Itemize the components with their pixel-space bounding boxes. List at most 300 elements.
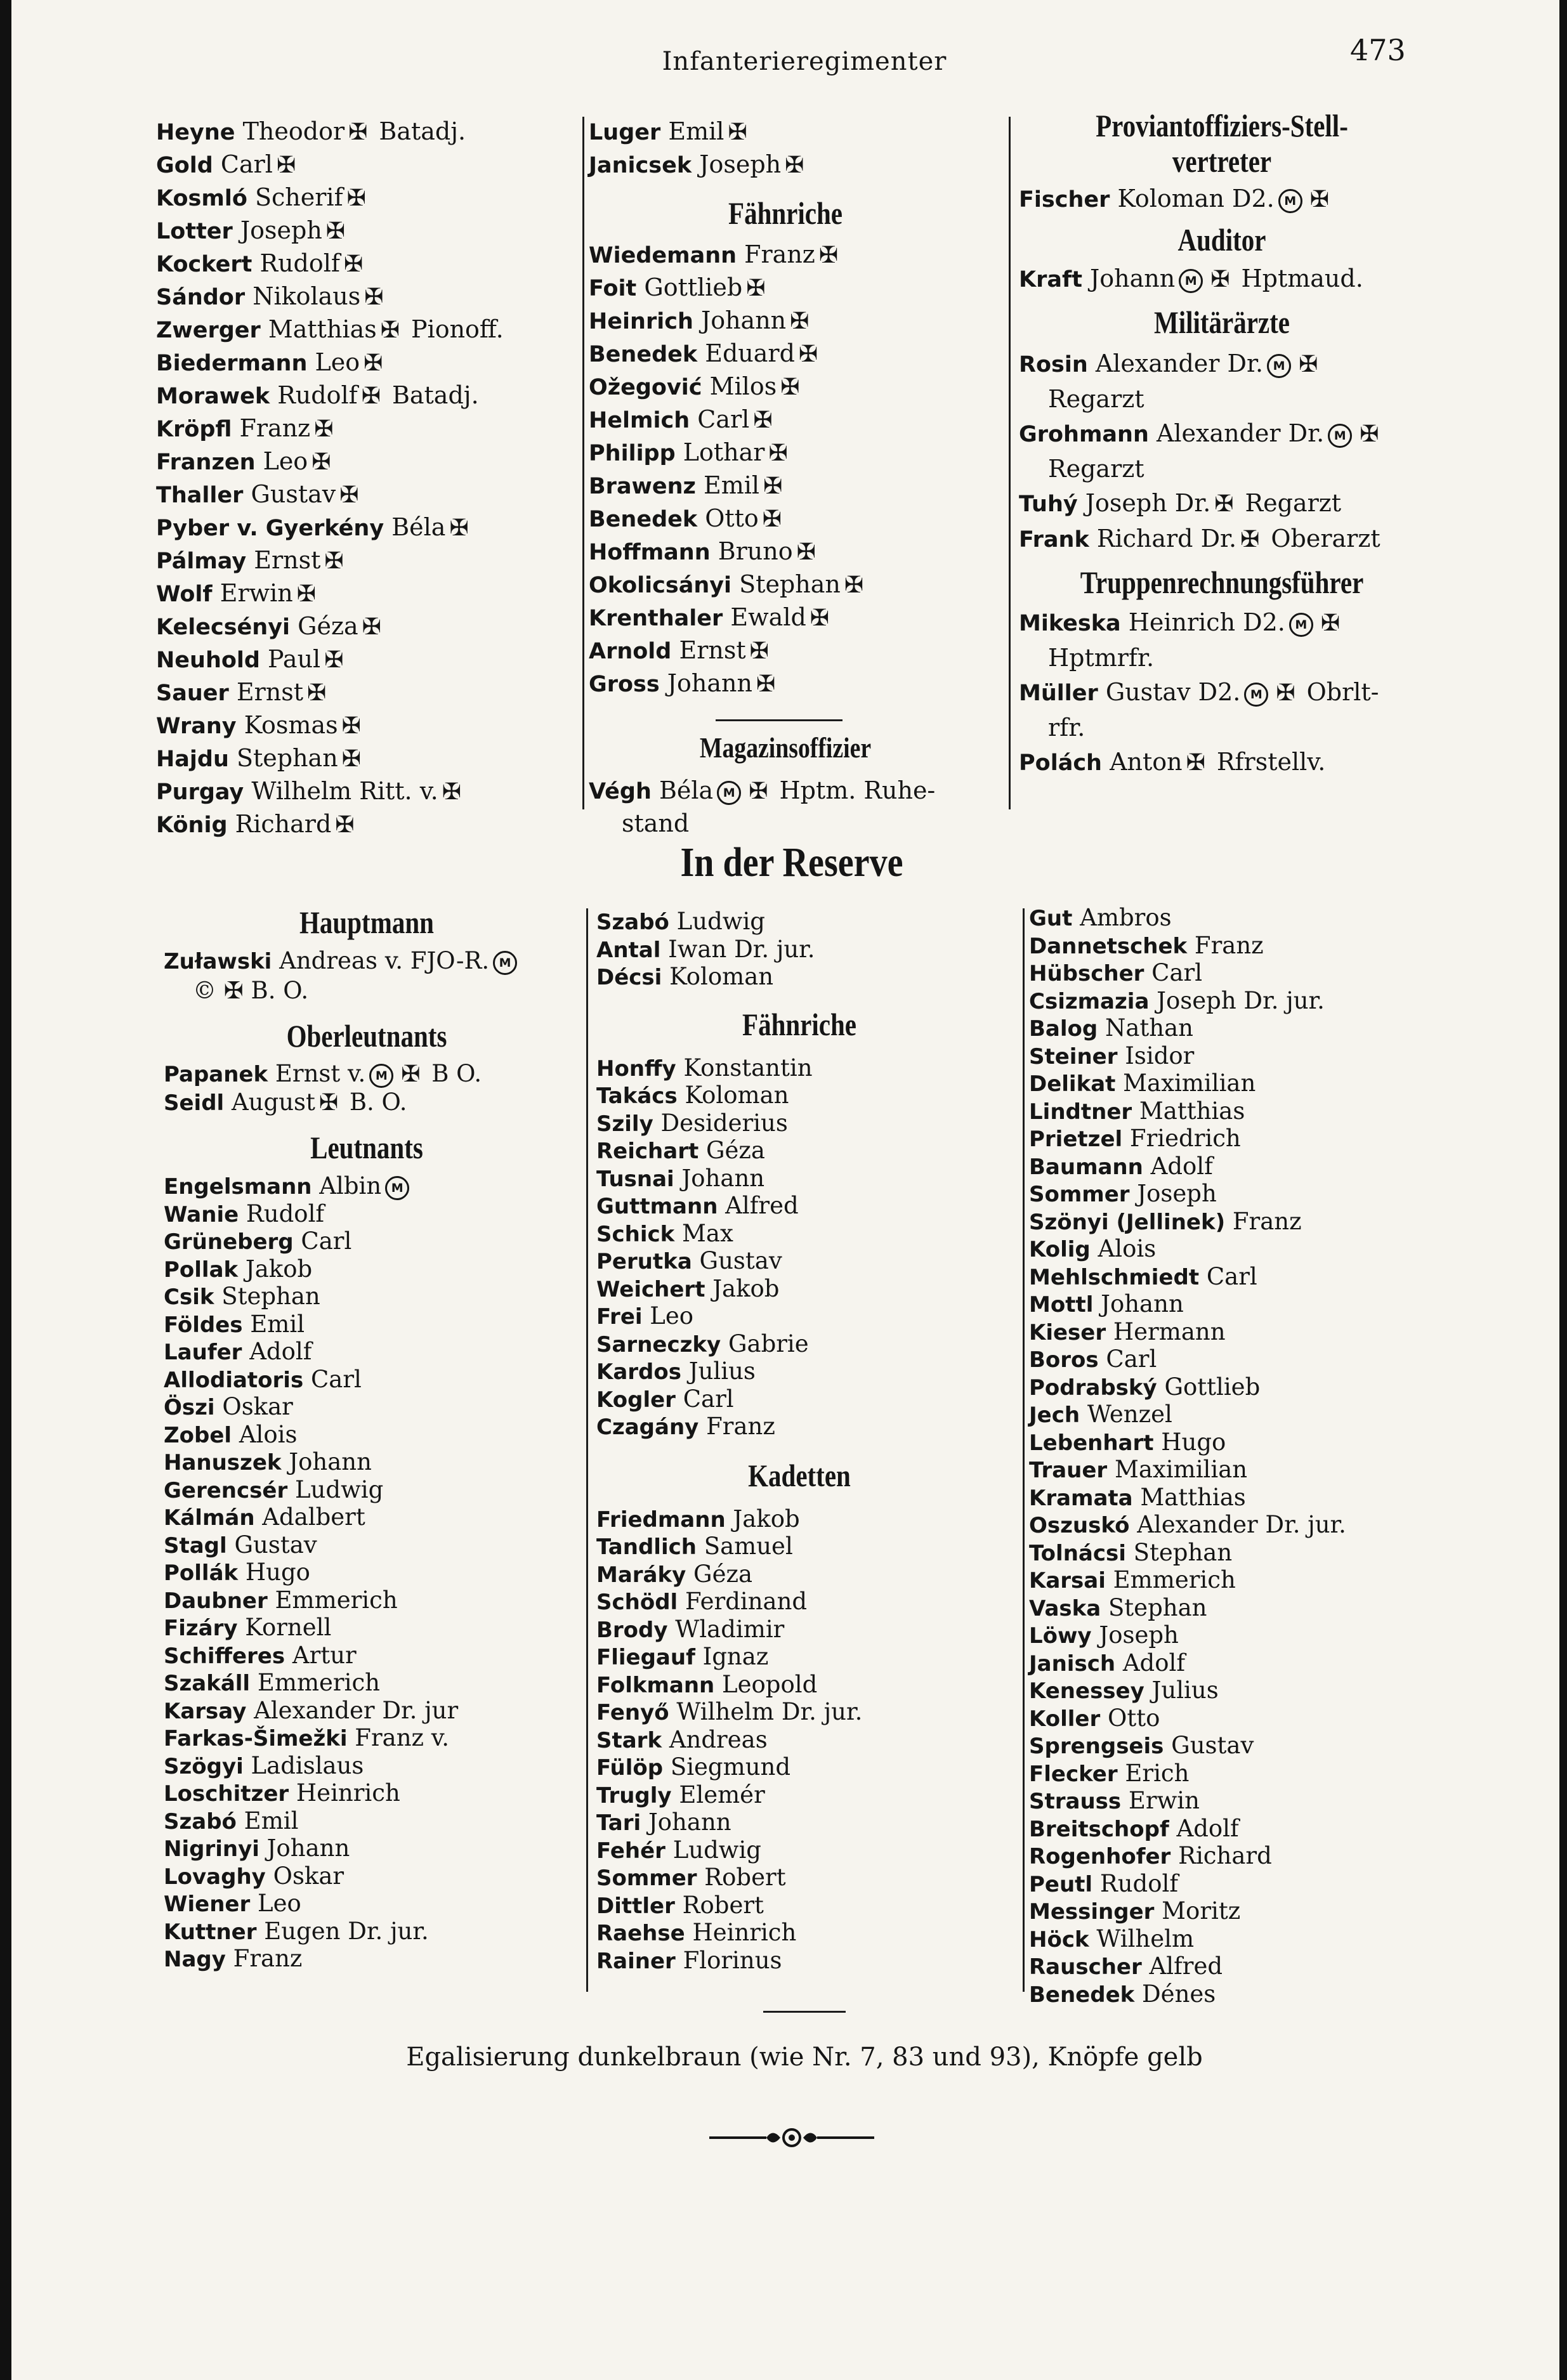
list-entry bbox=[596, 1248, 1002, 1276]
given-name: Eduard bbox=[697, 339, 795, 367]
surname: Rauscher bbox=[1029, 1954, 1142, 1980]
list-entry bbox=[1029, 1346, 1346, 1374]
cross-icon: ✠ bbox=[335, 812, 355, 838]
given-name: Richard Dr. bbox=[1089, 525, 1237, 552]
list-entry bbox=[1029, 1043, 1346, 1071]
surname: Helmich bbox=[589, 408, 690, 433]
surname: Franzen bbox=[156, 450, 256, 475]
surname: Kramata bbox=[1029, 1485, 1133, 1511]
list-entry bbox=[164, 1504, 570, 1532]
list-entry bbox=[156, 280, 504, 313]
surname: Janisch bbox=[1029, 1651, 1116, 1677]
surname: Wiener bbox=[164, 1892, 251, 1917]
cross-icon: ✠ bbox=[364, 284, 384, 310]
list-entry bbox=[596, 1782, 1002, 1810]
given-name: Max bbox=[674, 1219, 733, 1247]
list-entry bbox=[1029, 1705, 1346, 1733]
surname: Thaller bbox=[156, 483, 244, 508]
surname: Delikat bbox=[1029, 1071, 1116, 1097]
given-name: Desiderius bbox=[653, 1109, 788, 1137]
list-entry bbox=[156, 511, 504, 544]
active-officers-column bbox=[156, 115, 504, 841]
entry-continuation: Regarzt bbox=[1048, 455, 1144, 483]
list-entry bbox=[164, 1587, 570, 1615]
list-entry bbox=[1029, 1015, 1346, 1043]
surname: Rogenhofer bbox=[1029, 1844, 1171, 1869]
list-entry bbox=[596, 1533, 1002, 1561]
given-name: Erwin bbox=[1121, 1787, 1200, 1814]
surname: Philipp bbox=[589, 441, 676, 466]
list-entry bbox=[596, 1358, 1002, 1386]
surname: Kelecsényi bbox=[156, 615, 291, 640]
given-name: Richard bbox=[227, 810, 332, 838]
list-entry bbox=[164, 1835, 570, 1863]
list-entry bbox=[596, 1864, 1002, 1892]
cross-icon: ✠ bbox=[348, 119, 368, 145]
cross-icon: ✠ bbox=[1276, 680, 1295, 706]
surname: Brawenz bbox=[589, 474, 696, 499]
surname: Purgay bbox=[156, 780, 244, 805]
list-entry bbox=[596, 1809, 1002, 1837]
given-name: Johann bbox=[641, 1808, 731, 1836]
entry-note: Obrlt- bbox=[1299, 678, 1379, 706]
surname: Friedmann bbox=[596, 1507, 726, 1533]
list-entry bbox=[1029, 1622, 1346, 1650]
given-name: Johann bbox=[281, 1448, 372, 1475]
list-entry bbox=[1029, 1981, 1346, 2009]
list-entry bbox=[1019, 521, 1425, 557]
surname: Krenthaler bbox=[589, 606, 723, 631]
given-name: Heinrich bbox=[685, 1919, 797, 1946]
given-name: Wladimir bbox=[667, 1615, 785, 1643]
given-name: Gabrie bbox=[721, 1330, 809, 1357]
surname: Arnold bbox=[589, 639, 672, 664]
list-entry bbox=[1029, 1953, 1346, 1981]
surname: Zwerger bbox=[156, 318, 261, 343]
surname: Dittler bbox=[596, 1893, 675, 1919]
given-name: Ernst bbox=[246, 546, 321, 574]
given-name: Alexander Dr. jur bbox=[246, 1696, 459, 1724]
given-name: Joseph bbox=[1091, 1621, 1179, 1649]
surname: Luger bbox=[589, 120, 661, 145]
entry-note: Hptmaud. bbox=[1233, 265, 1363, 292]
cross-icon: ✠ bbox=[753, 407, 773, 433]
given-name: Albin bbox=[311, 1172, 382, 1200]
magazin-continuation: stand bbox=[622, 809, 690, 837]
given-name: Leopold bbox=[714, 1670, 818, 1698]
given-name: Kornell bbox=[237, 1614, 332, 1641]
list-entry bbox=[156, 577, 504, 610]
given-name: Konstantin bbox=[676, 1054, 813, 1082]
surname: Décsi bbox=[596, 965, 662, 990]
medal-icon: M bbox=[493, 951, 517, 975]
list-entry bbox=[156, 412, 504, 445]
column-rule bbox=[582, 117, 584, 809]
list-entry bbox=[1029, 1788, 1346, 1815]
given-name: Gustav bbox=[243, 480, 336, 508]
cross-icon: ✠ bbox=[343, 251, 364, 277]
given-name: Lothar bbox=[675, 438, 765, 466]
given-name: Koloman bbox=[677, 1082, 789, 1109]
surname: Tuhý bbox=[1019, 492, 1078, 517]
surname: Nigrinyi bbox=[164, 1836, 259, 1862]
surname: Trauer bbox=[1029, 1458, 1108, 1483]
surname: Boros bbox=[1029, 1347, 1099, 1373]
cross-icon: ✠ bbox=[339, 482, 359, 508]
list-entry bbox=[156, 544, 504, 577]
given-name: Ambros bbox=[1072, 904, 1172, 931]
list-entry bbox=[1019, 675, 1425, 710]
given-name: Leo bbox=[642, 1302, 694, 1330]
surname: Sarneczky bbox=[596, 1331, 721, 1357]
section-heading-kadetten: Kadetten bbox=[748, 1457, 851, 1493]
surname: Benedek bbox=[589, 342, 698, 367]
active-column-2 bbox=[589, 115, 982, 839]
surname: Fliegauf bbox=[596, 1645, 695, 1670]
entry-note: Regarzt bbox=[1237, 489, 1342, 517]
surname: Tusnai bbox=[596, 1166, 674, 1192]
surname: Podrabský bbox=[1029, 1375, 1157, 1401]
cross-icon: ✠ bbox=[1214, 491, 1234, 517]
list-entry bbox=[1029, 1898, 1346, 1926]
surname: Frei bbox=[596, 1304, 643, 1330]
list-entry bbox=[589, 436, 982, 469]
reserve-column-3 bbox=[1029, 905, 1346, 2008]
list-entry bbox=[596, 1137, 1002, 1165]
list-entry bbox=[596, 1110, 1002, 1138]
surname: Takács bbox=[596, 1083, 678, 1109]
list-entry bbox=[156, 313, 504, 346]
given-name: Rudolf bbox=[270, 381, 358, 409]
surname: Grohmann bbox=[1019, 422, 1149, 447]
surname: Vaska bbox=[1029, 1595, 1101, 1621]
surname: Kosmló bbox=[156, 186, 247, 211]
list-entry bbox=[156, 181, 504, 214]
given-name: Johann bbox=[659, 669, 752, 697]
cross-icon: ✠ bbox=[756, 671, 776, 697]
given-name: Emmerich bbox=[267, 1586, 398, 1614]
section-heading-magazinsoffizier: Magazinsoffizier bbox=[699, 731, 872, 764]
surname: Pálmay bbox=[156, 549, 247, 574]
list-entry bbox=[589, 601, 982, 634]
given-name: Julius bbox=[1144, 1677, 1219, 1704]
surname: Pollak bbox=[164, 1257, 239, 1283]
cross-icon: ✠ bbox=[380, 317, 400, 343]
list-entry bbox=[164, 1228, 570, 1256]
given-name: Kosmas bbox=[236, 711, 338, 739]
given-name: Ludwig bbox=[287, 1475, 384, 1503]
given-name: Rudolf bbox=[252, 249, 340, 277]
given-name: Franz bbox=[232, 414, 311, 442]
entry-note: B O. bbox=[424, 1060, 482, 1087]
surname: Kraft bbox=[1019, 267, 1082, 292]
given-name: Béla bbox=[651, 776, 714, 804]
surname: Löwy bbox=[1029, 1623, 1092, 1649]
cross-icon: ✠ bbox=[449, 515, 469, 541]
given-name: Gottlieb bbox=[636, 273, 743, 301]
list-entry bbox=[164, 1449, 570, 1477]
cross-icon: ✠ bbox=[442, 779, 461, 805]
surname: Sommer bbox=[1029, 1182, 1130, 1207]
list-entry bbox=[1029, 1926, 1346, 1954]
list-entry bbox=[1029, 1236, 1346, 1264]
given-name: Alois bbox=[232, 1420, 298, 1448]
section-heading-proviant bbox=[1056, 108, 1389, 179]
given-name: Milos bbox=[702, 372, 777, 400]
surname: Fehér bbox=[596, 1838, 665, 1864]
given-name: Koloman D2. bbox=[1110, 185, 1275, 213]
list-entry bbox=[1029, 960, 1346, 988]
medal-icon: M bbox=[1244, 683, 1268, 707]
given-name: Oskar bbox=[214, 1393, 293, 1420]
cross-icon: ✠ bbox=[276, 152, 296, 178]
surname: Höck bbox=[1029, 1926, 1089, 1952]
medal-icon: M bbox=[385, 1176, 409, 1200]
surname: Mehlschmiedt bbox=[1029, 1264, 1200, 1290]
given-name: Géza bbox=[686, 1560, 753, 1588]
surname: Prietzel bbox=[1029, 1127, 1123, 1152]
surname: Kardos bbox=[596, 1359, 681, 1385]
section-heading-hauptmann: Hauptmann bbox=[299, 905, 434, 940]
surname: Strauss bbox=[1029, 1789, 1122, 1814]
list-entry bbox=[596, 1303, 1002, 1331]
given-name: Géza bbox=[290, 612, 358, 640]
reserve-title: In der Reserve bbox=[680, 839, 903, 886]
cross-icon: ✠ bbox=[768, 440, 788, 466]
surname: Gut bbox=[1029, 906, 1073, 931]
given-name: Oskar bbox=[265, 1862, 344, 1890]
surname: Messinger bbox=[1029, 1899, 1155, 1925]
surname: Kogler bbox=[596, 1387, 676, 1413]
given-name: Ferdinand bbox=[678, 1588, 808, 1615]
list-entry bbox=[164, 1366, 570, 1394]
given-name: Emil bbox=[695, 471, 760, 499]
list-entry bbox=[1019, 605, 1425, 641]
given-name: Erwin bbox=[212, 579, 293, 607]
given-name: Samuel bbox=[696, 1533, 793, 1560]
given-name: Ignaz bbox=[695, 1643, 769, 1670]
list-entry bbox=[1029, 1815, 1346, 1843]
entry-continuation: Hptmrfr. bbox=[1048, 644, 1155, 672]
footer-note: Egalisierung dunkelbraun (wie Nr. 7, 83 und 93), Knöpfe gelb bbox=[406, 2043, 1203, 2072]
surname: Loschitzer bbox=[164, 1781, 289, 1807]
list-entry bbox=[589, 775, 982, 808]
surname: Schödl bbox=[596, 1590, 678, 1615]
list-entry bbox=[1029, 1429, 1346, 1457]
surname: Grüneberg bbox=[164, 1229, 294, 1255]
given-name: Joseph bbox=[232, 216, 322, 244]
surname: Öszi bbox=[164, 1395, 215, 1420]
active-column-3 bbox=[1019, 108, 1425, 780]
given-name: Alfred bbox=[1141, 1952, 1223, 1980]
surname: Guttmann bbox=[596, 1194, 718, 1219]
given-name: Adalbert bbox=[254, 1503, 365, 1531]
list-entry bbox=[596, 936, 1002, 964]
list-entry bbox=[1029, 1180, 1346, 1208]
surname: Kröpfl bbox=[156, 417, 232, 442]
given-name: Jakob bbox=[238, 1255, 313, 1283]
given-name: Emil bbox=[660, 117, 724, 145]
cross-icon: ✠ bbox=[780, 374, 800, 400]
surname: Kuttner bbox=[164, 1919, 257, 1945]
entry-note: Batadj. bbox=[371, 117, 466, 145]
list-entry bbox=[1029, 1153, 1346, 1181]
surname: Raehse bbox=[596, 1921, 685, 1946]
given-name: Erich bbox=[1117, 1759, 1190, 1787]
list-entry bbox=[596, 1671, 1002, 1699]
given-name: Carl bbox=[1098, 1345, 1157, 1373]
list-entry bbox=[596, 1644, 1002, 1671]
cross-icon: ✠ bbox=[306, 680, 327, 706]
surname: Gross bbox=[589, 672, 660, 697]
list-entry bbox=[589, 370, 982, 403]
list-entry bbox=[589, 568, 982, 601]
list-entry bbox=[1019, 346, 1425, 382]
given-name: Friedrich bbox=[1122, 1125, 1241, 1152]
medal-icon: M bbox=[369, 1064, 393, 1088]
given-name: Stephan bbox=[214, 1283, 320, 1310]
given-name: Emmerich bbox=[250, 1669, 381, 1696]
list-entry bbox=[1029, 905, 1346, 932]
given-name: Matthias bbox=[1132, 1483, 1246, 1511]
list-entry bbox=[1029, 1319, 1346, 1347]
surname: Sauer bbox=[156, 681, 229, 706]
given-name: Ernst bbox=[228, 678, 303, 706]
list-entry bbox=[1029, 1098, 1346, 1126]
list-entry bbox=[164, 1256, 570, 1284]
list-entry bbox=[156, 247, 504, 280]
surname: Janicsek bbox=[589, 153, 692, 178]
given-name: Alexander Dr. bbox=[1087, 350, 1264, 377]
given-name: Carl bbox=[303, 1365, 362, 1393]
list-entry bbox=[589, 148, 982, 181]
cross-icon: ✠ bbox=[810, 605, 829, 631]
document-page bbox=[11, 0, 1559, 2380]
surname: Wanie bbox=[164, 1201, 239, 1227]
list-entry bbox=[596, 1561, 1002, 1589]
given-name: Jakob bbox=[725, 1505, 800, 1533]
list-entry bbox=[596, 1506, 1002, 1534]
cross-icon: ✠ bbox=[762, 506, 782, 532]
given-name: Otto bbox=[1100, 1704, 1160, 1732]
surname: Zuławski bbox=[164, 949, 272, 974]
given-name: Ewald bbox=[723, 603, 806, 631]
list-entry bbox=[596, 1165, 1002, 1193]
list-entry bbox=[164, 1642, 570, 1670]
entry-continuation: Regarzt bbox=[1048, 385, 1144, 413]
given-name: Carl bbox=[293, 1227, 352, 1255]
list-entry bbox=[596, 964, 1002, 991]
list-entry bbox=[596, 1947, 1002, 1975]
surname: Sommer bbox=[596, 1866, 697, 1891]
list-entry bbox=[164, 1918, 570, 1946]
list-entry bbox=[1029, 1650, 1346, 1678]
given-name: Moritz bbox=[1154, 1897, 1241, 1925]
surname: Kálmán bbox=[164, 1505, 255, 1531]
surname: Brody bbox=[596, 1617, 668, 1643]
list-entry bbox=[164, 1559, 570, 1587]
given-name: Hugo bbox=[238, 1559, 310, 1586]
surname: Hajdu bbox=[156, 747, 229, 772]
surname: Müller bbox=[1019, 681, 1098, 706]
list-entry bbox=[164, 1614, 570, 1642]
medal-icon: M bbox=[717, 781, 741, 805]
list-entry bbox=[156, 115, 504, 148]
surname: Polách bbox=[1019, 750, 1102, 776]
given-name: Rudolf bbox=[239, 1200, 325, 1227]
given-name: Gustav bbox=[1164, 1732, 1254, 1759]
list-entry bbox=[1029, 1567, 1346, 1595]
column-rule bbox=[1009, 117, 1011, 809]
list-entry bbox=[596, 1220, 1002, 1248]
ornament-icon bbox=[709, 2122, 874, 2154]
given-name: Alexander Dr. jur. bbox=[1129, 1511, 1346, 1538]
list-entry bbox=[596, 1699, 1002, 1727]
surname: Neuhold bbox=[156, 648, 260, 673]
surname: Benedek bbox=[589, 507, 698, 532]
column-rule bbox=[586, 908, 588, 1992]
list-entry bbox=[164, 1753, 570, 1781]
cross-icon: ✠ bbox=[790, 308, 810, 334]
surname: Nagy bbox=[164, 1947, 226, 1972]
given-name: Béla bbox=[384, 513, 446, 541]
footer-divider bbox=[763, 2011, 846, 2013]
given-name: Carl bbox=[675, 1385, 734, 1413]
cross-icon: ✠ bbox=[844, 572, 864, 598]
given-name: Iwan Dr. jur. bbox=[660, 935, 815, 963]
entry-note: B. O. bbox=[342, 1089, 407, 1116]
given-name: Johann bbox=[1093, 1290, 1184, 1318]
list-entry bbox=[589, 304, 982, 337]
surname: Laufer bbox=[164, 1340, 242, 1365]
cross-icon: ✠ bbox=[341, 746, 361, 772]
cross-icon: ✠ bbox=[325, 218, 345, 244]
cross-icon: ✠ bbox=[749, 638, 769, 664]
list-entry bbox=[589, 469, 982, 502]
cross-icon: ✠ bbox=[749, 778, 768, 804]
given-name: Theodor bbox=[235, 117, 345, 145]
surname: Wiedemann bbox=[589, 243, 737, 268]
list-entry bbox=[596, 1616, 1002, 1644]
given-name: Adolf bbox=[1115, 1649, 1186, 1677]
running-header: Infanterieregimenter bbox=[662, 47, 947, 76]
list-entry bbox=[596, 1055, 1002, 1083]
given-name: Robert bbox=[674, 1891, 764, 1919]
surname: Daubner bbox=[164, 1588, 268, 1614]
surname: Rosin bbox=[1019, 352, 1088, 377]
cross-icon: ✠ bbox=[324, 647, 344, 673]
list-entry bbox=[1029, 1484, 1346, 1512]
list-entry bbox=[1029, 1540, 1346, 1567]
given-name: Franz v. bbox=[347, 1724, 450, 1751]
column-rule bbox=[1023, 908, 1025, 1992]
list-entry bbox=[156, 379, 504, 412]
given-name: Adolf bbox=[242, 1338, 312, 1365]
cross-icon: ✠ bbox=[362, 614, 381, 640]
given-name: Otto bbox=[697, 504, 759, 532]
list-entry bbox=[1029, 1291, 1346, 1319]
entry-note: Batadj. bbox=[384, 381, 479, 409]
list-entry bbox=[596, 1386, 1002, 1414]
section-heading-militaeraerzte: Militärärzte bbox=[1154, 304, 1290, 340]
given-name: Leo bbox=[255, 447, 308, 475]
surname: Maráky bbox=[596, 1562, 686, 1588]
list-entry bbox=[164, 1532, 570, 1560]
entry-note: Oberarzt bbox=[1263, 525, 1380, 552]
cross-icon: ✠ bbox=[763, 473, 783, 499]
given-name: Franz bbox=[737, 240, 815, 268]
surname: Szögyi bbox=[164, 1753, 244, 1779]
